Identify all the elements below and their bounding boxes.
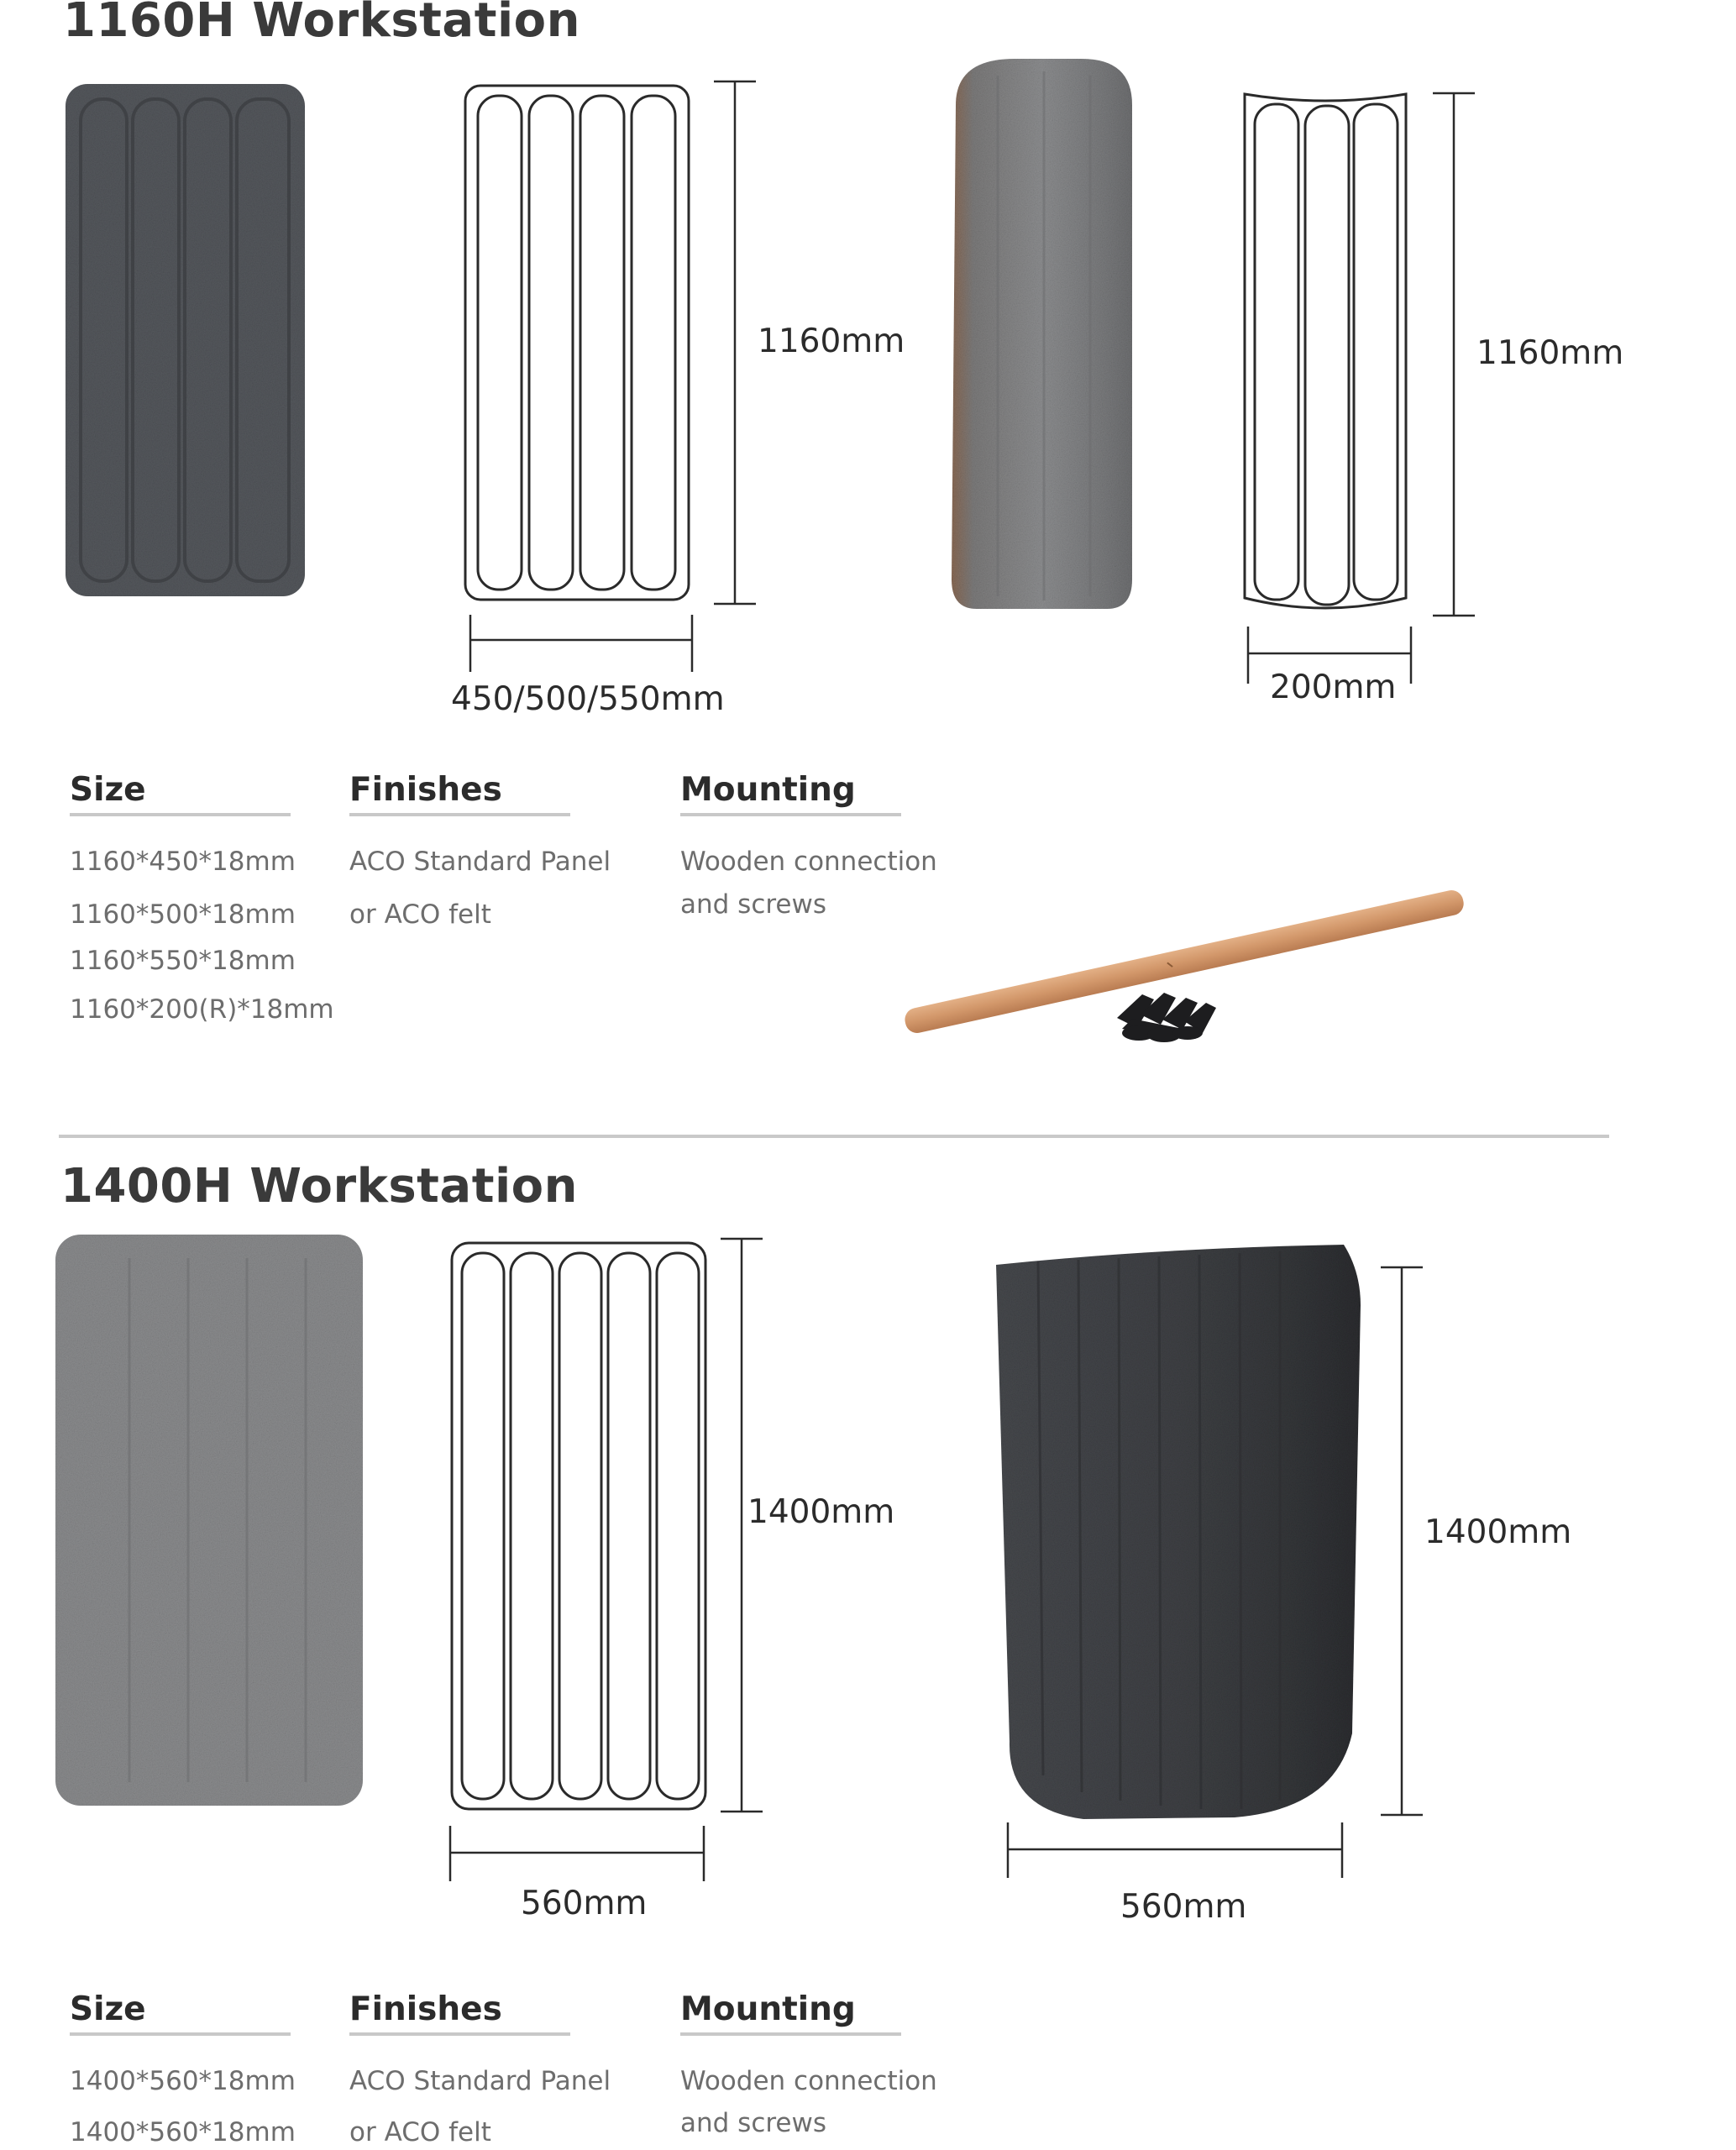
width-label-1400-curved: 560mm: [1120, 1888, 1247, 1926]
size-heading-rule-1160: [70, 813, 291, 816]
curved-felt-photo-1160: [947, 59, 1141, 613]
finishes-value-1400-2: or ACO felt: [349, 2117, 491, 2147]
size-value-1400-1: 1400*560*18mm: [70, 2066, 296, 2096]
mounting-value-1400-1: Wooden connection: [680, 2066, 937, 2096]
mounting-heading-rule-1400: [680, 2032, 901, 2036]
mounting-value-1160-2: and screws: [680, 889, 827, 920]
mounting-value-1160-1: Wooden connection: [680, 847, 937, 877]
flat-panel-drawing-1160: [464, 82, 699, 637]
width-label-1160-flat: 450/500/550mm: [451, 680, 725, 718]
wooden-connector-and-screws-image: [895, 840, 1483, 1067]
height-dimension-line-1160-flat: [714, 81, 756, 610]
curved-panel-drawing-1160: [1241, 89, 1418, 627]
size-value-1400-2: 1400*560*18mm: [70, 2117, 296, 2147]
width-dimension-line-1160-flat: [469, 615, 695, 674]
finishes-heading-1160: Finishes: [349, 771, 502, 809]
height-label-1160-curved: 1160mm: [1476, 334, 1624, 372]
section-title-1400h: 1400H Workstation: [60, 1159, 579, 1214]
size-heading-rule-1400: [70, 2032, 291, 2036]
mounting-heading-rule-1160: [680, 813, 901, 816]
finishes-heading-rule-1400: [349, 2032, 570, 2036]
finishes-value-1160-1: ACO Standard Panel: [349, 847, 611, 877]
height-dimension-line-1160-curved: [1433, 92, 1475, 621]
finishes-value-1400-1: ACO Standard Panel: [349, 2066, 611, 2096]
felt-panel-photo-1160: [66, 84, 305, 596]
width-dimension-line-1400-flat: [448, 1826, 709, 1885]
curved-felt-photo-1400: [991, 1238, 1361, 1826]
mounting-value-1400-2: and screws: [680, 2108, 827, 2138]
size-heading-1160: Size: [70, 771, 146, 809]
height-label-1400-flat: 1400mm: [747, 1493, 895, 1531]
size-value-1160-1: 1160*450*18mm: [70, 847, 296, 877]
screws-icon: [1117, 993, 1216, 1042]
height-dimension-line-1400-curved: [1381, 1266, 1423, 1821]
finishes-value-1160-2: or ACO felt: [349, 899, 491, 930]
finishes-heading-rule-1160: [349, 813, 570, 816]
height-label-1160-flat: 1160mm: [758, 322, 905, 360]
size-heading-1400: Size: [70, 1990, 146, 2028]
size-value-1160-4: 1160*200(R)*18mm: [70, 994, 334, 1025]
size-value-1160-2: 1160*500*18mm: [70, 899, 296, 930]
finishes-heading-1400: Finishes: [349, 1990, 502, 2028]
width-label-1160-curved: 200mm: [1270, 669, 1397, 706]
flat-panel-drawing-1400: [450, 1241, 711, 1812]
size-value-1160-3: 1160*550*18mm: [70, 946, 296, 976]
section-divider: [59, 1135, 1609, 1138]
felt-panel-photo-1400: [55, 1235, 363, 1806]
mounting-heading-1160: Mounting: [680, 771, 856, 809]
section-title-1160h: 1160H Workstation: [63, 0, 581, 48]
width-dimension-line-1400-curved: [1006, 1822, 1347, 1883]
width-label-1400-flat: 560mm: [521, 1885, 648, 1922]
height-label-1400-curved: 1400mm: [1424, 1513, 1572, 1551]
mounting-heading-1400: Mounting: [680, 1990, 856, 2028]
